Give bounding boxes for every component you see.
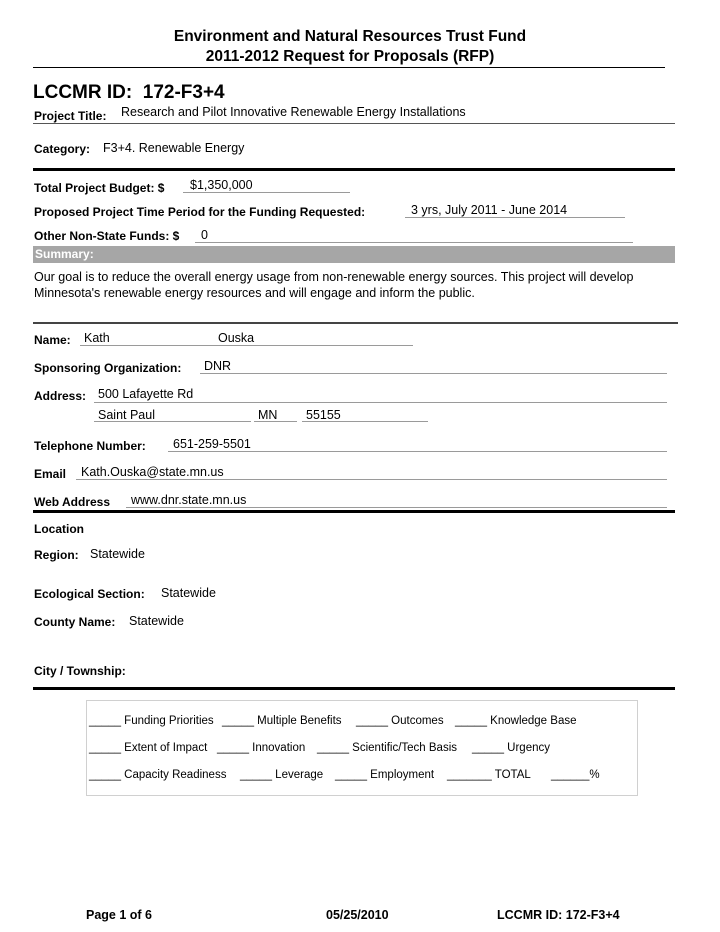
divider [33,123,675,124]
header-subtitle: 2011-2012 Request for Proposals (RFP) [205,48,495,65]
email-label: Email [34,467,67,481]
web-address-value: www.dnr.state.mn.us [131,493,247,507]
city-township-label: City / Township: [34,664,126,678]
name-underline [80,345,413,346]
address-label: Address: [34,389,87,403]
name-label: Name: [34,333,71,347]
criterion-funding-priorities: _____ Funding Priorities [89,715,214,727]
section-divider [33,168,675,171]
web-address-label: Web Address [34,495,111,509]
zip-value: 55155 [306,408,341,422]
last-name-value: Ouska [218,331,255,345]
criterion-leverage: _____ Leverage [240,769,324,781]
telephone-value: 651-259-5501 [173,437,251,451]
county-name-label: County Name: [34,615,116,629]
non-state-funds-value: 0 [201,228,208,242]
lccmr-id-label: LCCMR ID: [33,82,133,103]
category-label: Category: [34,142,91,156]
section-divider [33,510,675,513]
city-underline [94,421,251,422]
criterion-scientific-tech-basis: _____ Scientific/Tech Basis [317,742,457,754]
telephone-underline [168,451,667,452]
street-value: 500 Lafayette Rd [98,387,194,401]
street-underline [94,402,667,403]
criterion-knowledge-base: _____ Knowledge Base [455,715,577,727]
header-divider [33,67,665,68]
city-value: Saint Paul [98,408,155,422]
time-period-label: Proposed Project Time Period for the Funding Requested: [34,205,366,219]
footer-lccmr-id: LCCMR ID: 172-F3+4 [497,908,620,922]
summary-text: Our goal is to reduce the overall energy usage from non-renewable energy sources. This project will develop Minnesota's renewable energy resources and will engage and inform the public. [34,270,634,300]
non-state-funds-label: Other Non-State Funds: $ [34,229,180,243]
criterion-capacity-readiness: _____ Capacity Readiness [89,769,227,781]
summary-bar [33,246,675,263]
summary-label: Summary: [35,247,94,261]
section-divider [33,687,675,690]
region-label: Region: [34,548,79,562]
criterion-innovation: _____ Innovation [217,742,306,754]
state-underline [254,421,297,422]
lccmr-id-value: 172-F3+4 [142,82,225,103]
criterion-urgency: _____ Urgency [472,742,550,754]
first-name-value: Kath [84,331,110,345]
ecological-section-value: Statewide [161,586,216,600]
criterion-extent-of-impact: _____ Extent of Impact [89,742,208,754]
category-value: F3+4. Renewable Energy [103,141,245,155]
project-title-label: Project Title: [34,109,107,123]
county-name-value: Statewide [129,614,184,628]
ecological-section-label: Ecological Section: [34,587,145,601]
budget-label: Total Project Budget: $ [34,181,165,195]
criterion-percent: ______% [551,769,600,781]
project-title-value: Research and Pilot Innovative Renewable Energy Installations [121,105,466,119]
web-address-underline [126,507,667,508]
telephone-label: Telephone Number: [34,439,146,453]
lccmr-id-heading [33,82,225,104]
footer-page-number: Page 1 of 6 [86,908,152,922]
non-state-funds-underline [195,242,633,243]
footer-date: 05/25/2010 [326,908,389,922]
location-heading: Location [34,522,84,536]
zip-underline [302,421,428,422]
state-value: MN [258,408,278,422]
header-title: Environment and Natural Resources Trust Fund [173,28,527,45]
sponsoring-org-underline [200,373,667,374]
sponsoring-org-label: Sponsoring Organization: [34,361,182,375]
divider [33,322,678,324]
criterion-outcomes: _____ Outcomes [356,715,444,727]
criterion-multiple-benefits: _____ Multiple Benefits [222,715,342,727]
criterion-employment: _____ Employment [335,769,435,781]
budget-value: $1,350,000 [190,178,253,192]
email-value: Kath.Ouska@state.mn.us [81,465,224,479]
region-value: Statewide [90,547,145,561]
email-underline [76,479,667,480]
sponsoring-org-value: DNR [204,359,232,373]
budget-underline [183,192,350,193]
time-period-underline [405,217,625,218]
criterion-total: _______ TOTAL [447,769,531,781]
time-period-value: 3 yrs, July 2011 - June 2014 [411,203,568,217]
